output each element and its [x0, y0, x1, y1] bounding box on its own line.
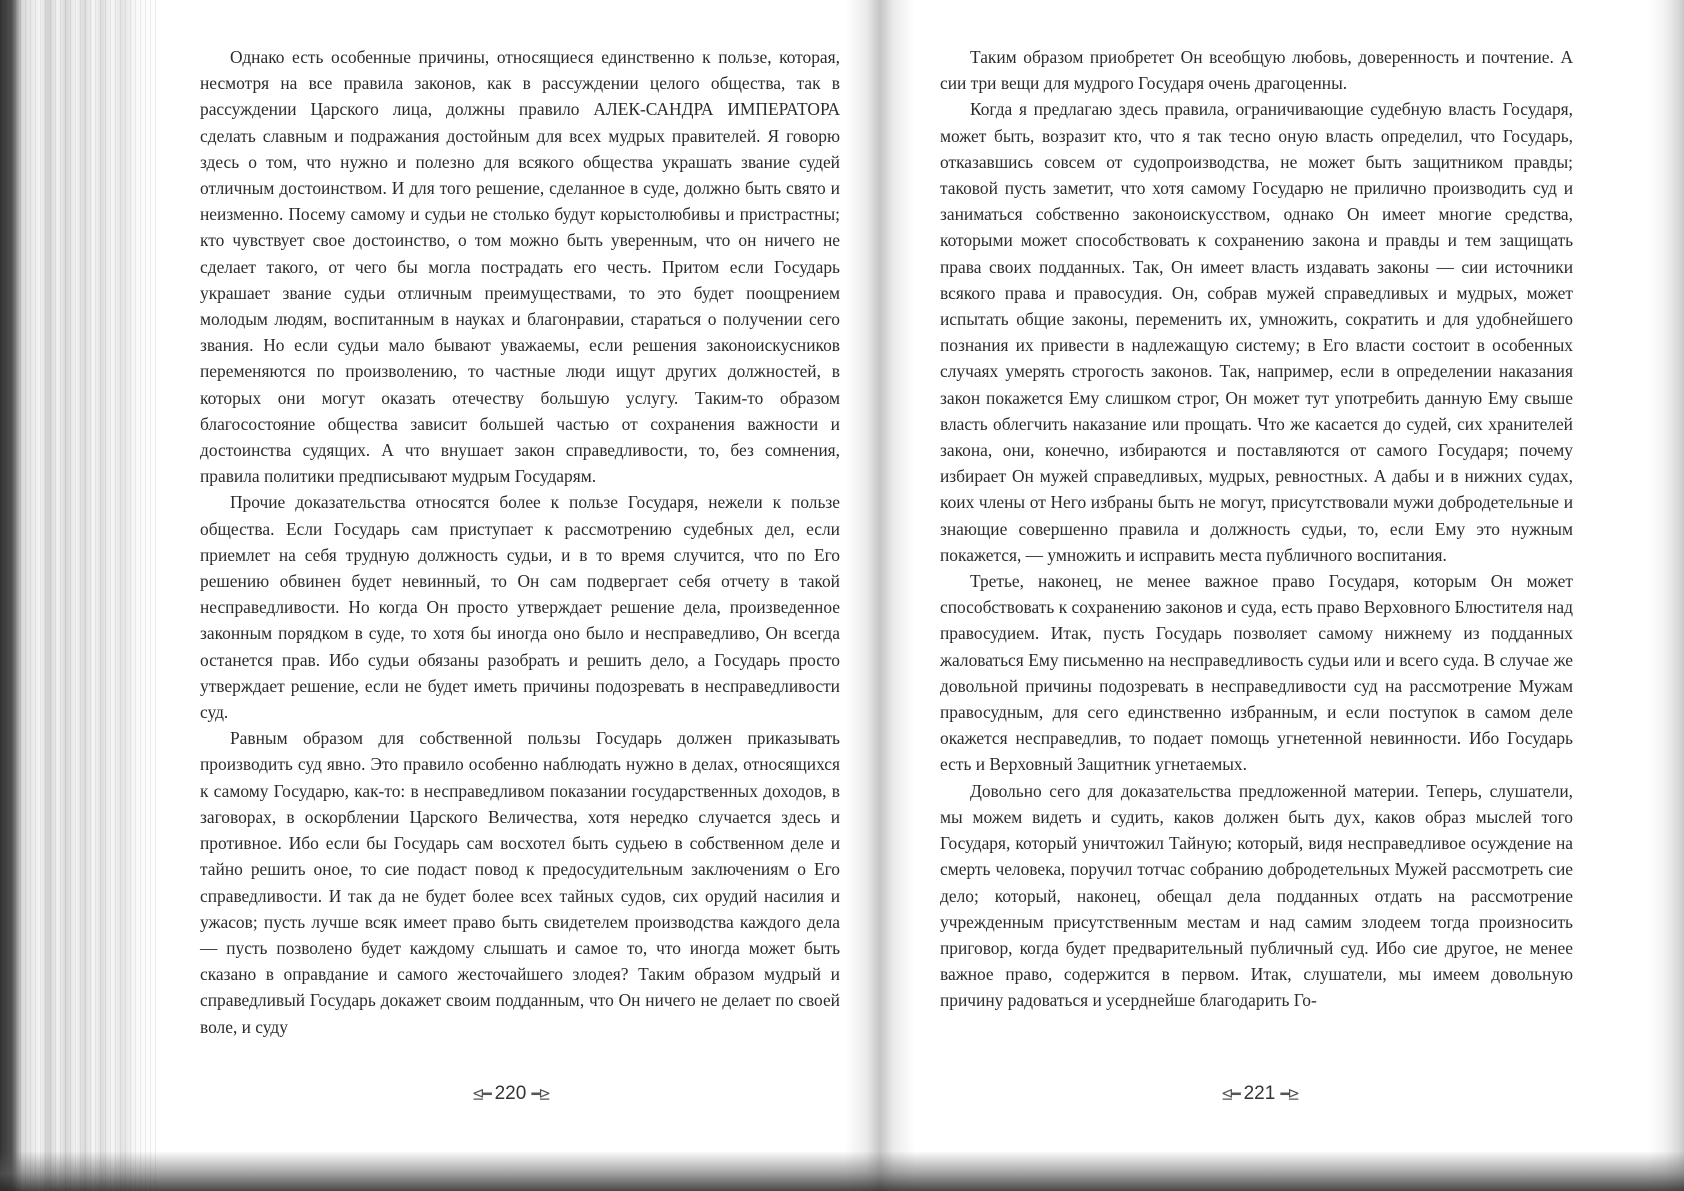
bottom-shadow: [0, 1151, 1684, 1191]
right-page-text: [940, 44, 1573, 1014]
paragraph: Когда я предлагаю здесь правила, ограничивающие судебную власть Государя, может быть, возразит кто, что я так тесно оную власть определил, что Государь, отказавшись совсем от судопроизводства, не может быть защитником правды; таковой пусть заметит, что хотя самому Государю не прилично производить суд и заниматься собственно законоискусством, однако Он имеет многие средства, которыми может способствовать к сохранению закона и правды и тем защищать права своих подданных. Так, Он имеет власть издавать законы — сии источники всякого права и правосудия. Он, собрав мужей справедливых и мудрых, может испытать общие законы, переменить их, умножить, сократить и для удобнейшего познания их привести в надлежащую систему; в Его власти состоит в особенных случаях умерять строгость законов. Так, например, если в определении наказания закон покажется Ему слишком строг, Он может тут употребить данную Ему свыше власть облегчить наказание или прощать. Что же касается до судей, сих хранителей закона, они, конечно, избираются и поставляются от самого Государя; почему избирает Он мужей справедливых, мудрых, ревностных. А дабы и в нижних судах, коих члены от Него избраны быть не могут, присутствовали мужи добродетельные и знающие совершенно правила и должность судьи, то, если Ему это нужным покажется, — умножить и исправить места публичного воспитания.: [940, 99, 1573, 565]
left-page-text: [200, 44, 840, 1040]
ornament-left-icon: ⊴━: [1221, 1085, 1239, 1103]
paragraph: Таким образом приобретет Он всеобщую любовь, доверенность и почтение. А сии три вещи для мудрого Государя очень драгоценны.: [940, 47, 1573, 94]
ornament-right-icon: ━⊵: [531, 1085, 549, 1103]
paragraph: Прочие доказательства относятся более к пользе Государя, нежели к пользе общества. Если Государь сам приступает к рассмотрению судебных дел, если приемлет на себя трудную должность судьи, и в то время случится, что по Его решению обвинен будет невинный, то Он сам подвергает себя отчету в такой несправедливости. Но когда Он просто утверждает решение дела, произведенное законным порядком в суде, то хотя бы иногда оно было и несправедливо, Он всегда останется прав. Ибо судьи обязаны разобрать и решить дело, а Государь просто утверждает решение, если не будет иметь причины подозревать в несправедливости суд.: [200, 492, 840, 723]
paragraph: Равным образом для собственной пользы Государь должен приказывать производить суд явно. Это правило особенно наблюдать нужно в делах, относящихся к самому Государю, как-то: в несправедливом показании государственных доходов, в заговорах, в оскорблении Царского Величества, хотя нередко случается здесь и противное. Ибо если бы Государь сам восхотел быть судьею в собственном деле и тайно решить оное, то сие подаст повод к предосудительным заключениям о Его справедливости. И так да не будет более всех тайных судов, сих орудий насилия и ужасов; пусть лучше всяк имеет право быть свидетелем производства каждого дела — пусть позволено будет каждому слышать и самое то, что иногда может быть сказано в оправдание и самого жесточайшего злодея? Таким образом мудрый и справедливый Государь докажет своим подданным, что Он ничего не делает по своей воле, и суду: [200, 728, 840, 1037]
paragraph: Однако есть особенные причины, относящиеся единственно к пользе, которая, несмотря на все правила законов, как в рассуждении целого общества, так в рассуждении Царского лица, должны правило АЛЕК-САНДРА ИМПЕРАТОРА сделать славным и подражания достойным для всех мудрых правителей. Я говорю здесь о том, что нужно и полезно для всякого общества украшать звание судей отличным достоинством. И для того решение, сделанное в суде, должно быть свято и неизменно. Посему самому и судьи не столько будут корыстолюбивы и пристрастны; кто чувствует свое достоинство, о том можно быть уверенным, что он ничего не сделает такого, от чего бы могла пострадать его честь. Притом если Государь украшает звание судьи отличным преимуществами, то это будет поощрением молодым людям, воспитанным в науках и благонравии, стараться о получении сего звания. Но если судьи мало бывают уважаемы, если решения законоискусников переменяются по произволению, то частные люди ищут других должностей, в которых они могут оказать отечеству большую услугу. Таким-то образом благосостояние общества зависит большей частью от сохранения важности и достоинства судящих. А что внушает закон справедливости, то, без сомнения, правила политики предписывают мудрым Государям.: [200, 47, 840, 487]
page-edges: [0, 0, 160, 1191]
page-number-right: ⊴━ 221 ━⊵: [1221, 1083, 1298, 1104]
paragraph: Третье, наконец, не менее важное право Государя, которым Он может способствовать к сохранению законов и суда, есть право Верховного Блюстителя над правосудием. Итак, пусть Государь позволяет самому нижнему из подданных жаловаться Ему письменно на несправедливость судьи или и всего суда. В случае же довольной причины подозревать в несправедливости суд на рассмотрение Мужам правосудным, для сего единственно избранным, и если поступок в самом деле окажется несправедлив, то подает помощь угнетенной невинности. Ибо Государь есть и Верховный Защитник угнетаемых.: [940, 571, 1573, 775]
ornament-left-icon: ⊴━: [472, 1085, 490, 1103]
right-page-edge: [1648, 0, 1684, 1191]
ornament-right-icon: ━⊵: [1280, 1085, 1298, 1103]
paragraph: Довольно сего для доказательства предложенной материи. Теперь, слушатели, мы можем видеть и судить, каков должен быть дух, каков образ мыслей того Государя, который уничтожил Тайную; который, видя несправедливое осуждение на смерть человека, поручил тотчас собранию добродетельных Мужей рассмотреть сие дело; который, наконец, обещал дела подданных отдать на рассмотрение учрежденным присутственным местам и над самим злодеем тогда произносить приговор, когда будет предварительный публичный суд. Ибо сие другое, не менее важное право, содержится в первом. Итак, слушатели, мы имеем довольную причину радоваться и усерднейше благодарить Го-: [940, 780, 1573, 1011]
book-gutter: [845, 0, 915, 1191]
page-number-left: ⊴━ 220 ━⊵: [472, 1083, 549, 1104]
